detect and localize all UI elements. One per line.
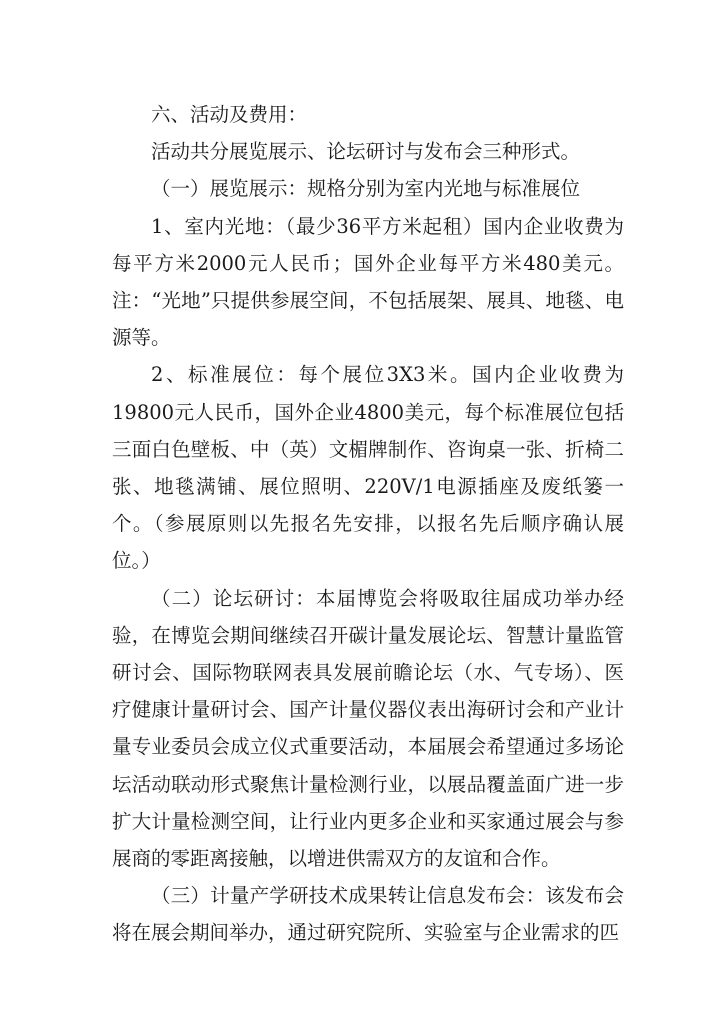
paragraph-forum: （二）论坛研讨：本届博览会将吸取往届成功举办经验，在博览会期间继续召开碳计量发展论坛、智慧计量监管研讨会、国际物联网表具发展前瞻论坛（水、气专场）、医疗健康计量研讨会、国产计量仪器仪表出海研讨会和产业计量专业委员会成立仪式重要活动，本届展会希望通过多场论坛活动联动形式聚焦计量检测行业，以展品覆盖面广进一步扩大计量检测空间，让行业内更多企业和买家通过展会与参展商的零距离接触，以增进供需双方的友谊和合作。 [112, 586, 624, 871]
paragraph-exhibition: （一）展览展示：规格分别为室内光地与标准展位 [151, 177, 581, 201]
document-body [112, 96, 624, 952]
paragraph-release-conference: （三）计量产学研技术成果转让信息发布会：该发布会将在展会期间举办，通过研究院所、实验室与企业需求的匹 [112, 884, 624, 945]
paragraph-standard-booth: 2、标准展位：每个展位3X3米。国内企业收费为19800元人民币，国外企业4800美元，每个标准展位包括三面白色壁板、中（英）文楣牌制作、咨询桌一张、折椅二张、地毯满铺、展位照明、220V/1电源插座及废纸篓一个。（参展原则以先报名先安排，以报名先后顺序确认展位。） [112, 363, 624, 573]
paragraph-raw-space: 1、室内光地：（最少36平方米起租）国内企业收费为每平方米2000元人民币；国外企业每平方米480美元。注：“光地”只提供参展空间，不包括展架、展具、地毯、电源等。 [112, 214, 624, 350]
section-heading: 六、活动及费用： [151, 103, 308, 126]
paragraph-intro: 活动共分展览展示、论坛研讨与发布会三种形式。 [151, 140, 581, 164]
